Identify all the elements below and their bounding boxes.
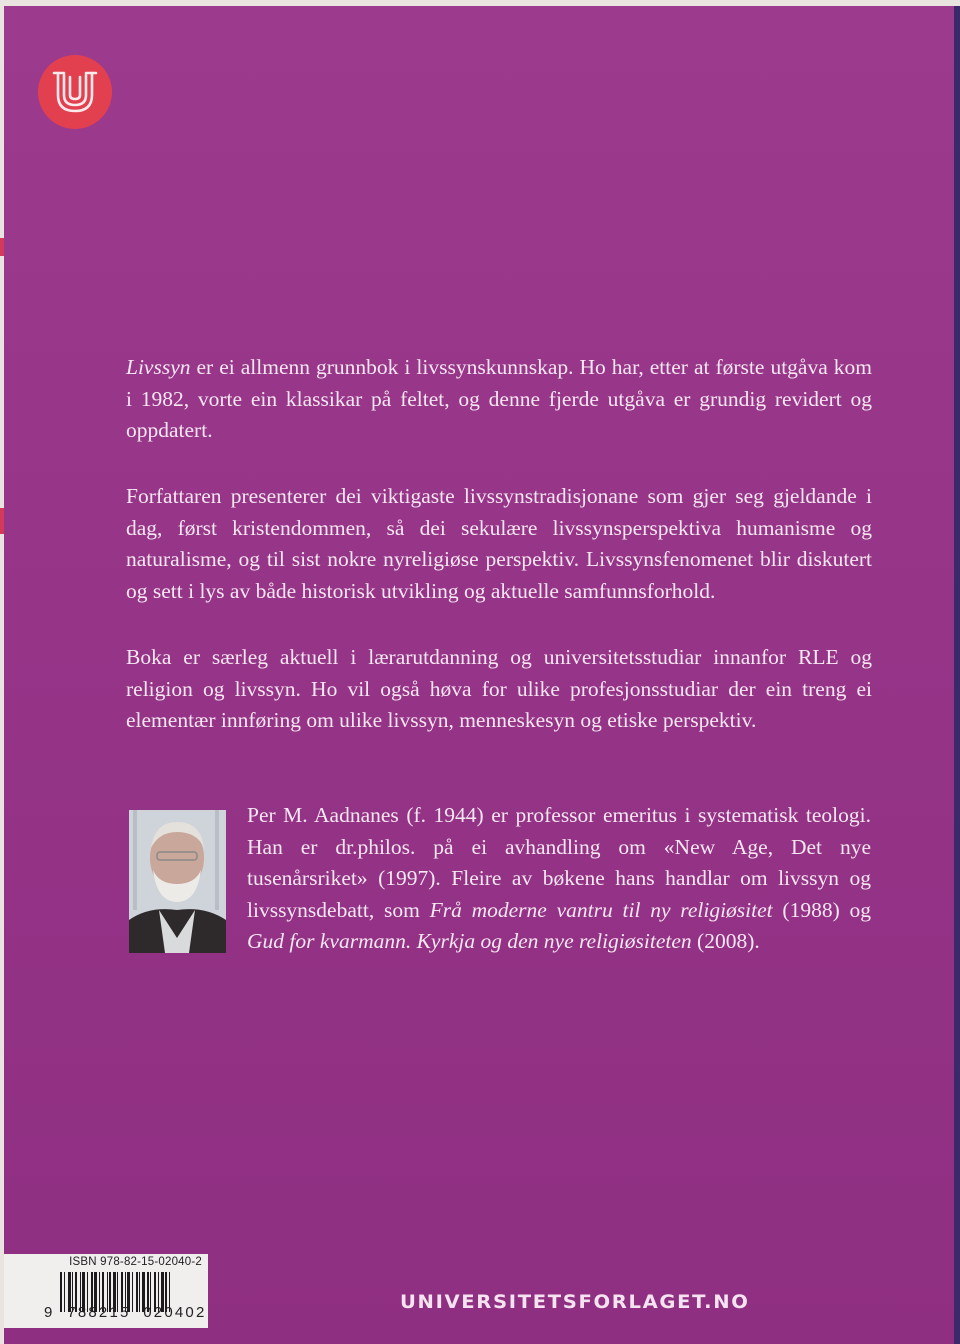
publisher-logo (38, 55, 112, 129)
book-title-2: Gud for kvarmann. Kyrkja og den nye religiøsiteten (247, 929, 692, 953)
barcode-digits: 9 788215 020402 (44, 1304, 207, 1321)
spine-edge (954, 6, 960, 1344)
description-paragraph-2: Forfattaren presenterer dei viktigaste livssynstradisjonane som gjer seg gjeldande i dag, først kristendommen, så dei sekulære livssynsperspektiva humanisme og naturalisme, og til sist nokre nyreligiøse perspektiv. Livssynsfenomenet blir diskutert og sett i lys av både historisk utvikling og aktuelle samfunnsforhold. (126, 484, 872, 603)
edge-mark (0, 508, 4, 534)
isbn-label: ISBN 978-82-15-02040-2 (69, 1256, 202, 1268)
description-paragraph-3: Boka er særleg aktuell i lærarutdanning og universitetsstudiar innanfor RLE og religion og livssyn. Ho vil også høva for ulike profesjonsstudiar der ein treng ei elementær innføring om ulike livssyn, menneskesyn og etiske perspektiv. (126, 645, 872, 732)
author-bio: Per M. Aadnanes (f. 1944) er professor emeritus i systematisk teologi. Han er dr.philos. på ei avhandling om «New Age, Det nye tusenårsriket» (1997). Fleire av bøkene hans handlar om livssyn og livssynsdebatt, som Frå moderne vantru til ny religiøsitet (1988) og Gud for kvarmann. Kyrkja og den nye religiøsiteten (2008). (247, 803, 872, 953)
description-paragraph-1: Livssyn er ei allmenn grunnbok i livssynskunnskap. Ho har, etter at første utgåva kom i 1982, vorte ein klassikar på feltet, og denne fjerde utgåva er grundig revidert og oppdatert. (126, 355, 872, 442)
publisher-website: UNIVERSITETSFORLAGET.NO (400, 1291, 750, 1313)
book-title-italic: Livssyn (126, 355, 191, 379)
publisher-u-logo-icon (50, 69, 100, 115)
book-title-1: Frå moderne vantru til ny religiøsitet (429, 897, 773, 922)
author-portrait-icon (129, 810, 226, 953)
isbn-barcode (4, 1254, 208, 1328)
edge-mark (0, 238, 4, 256)
author-photo (129, 810, 226, 953)
